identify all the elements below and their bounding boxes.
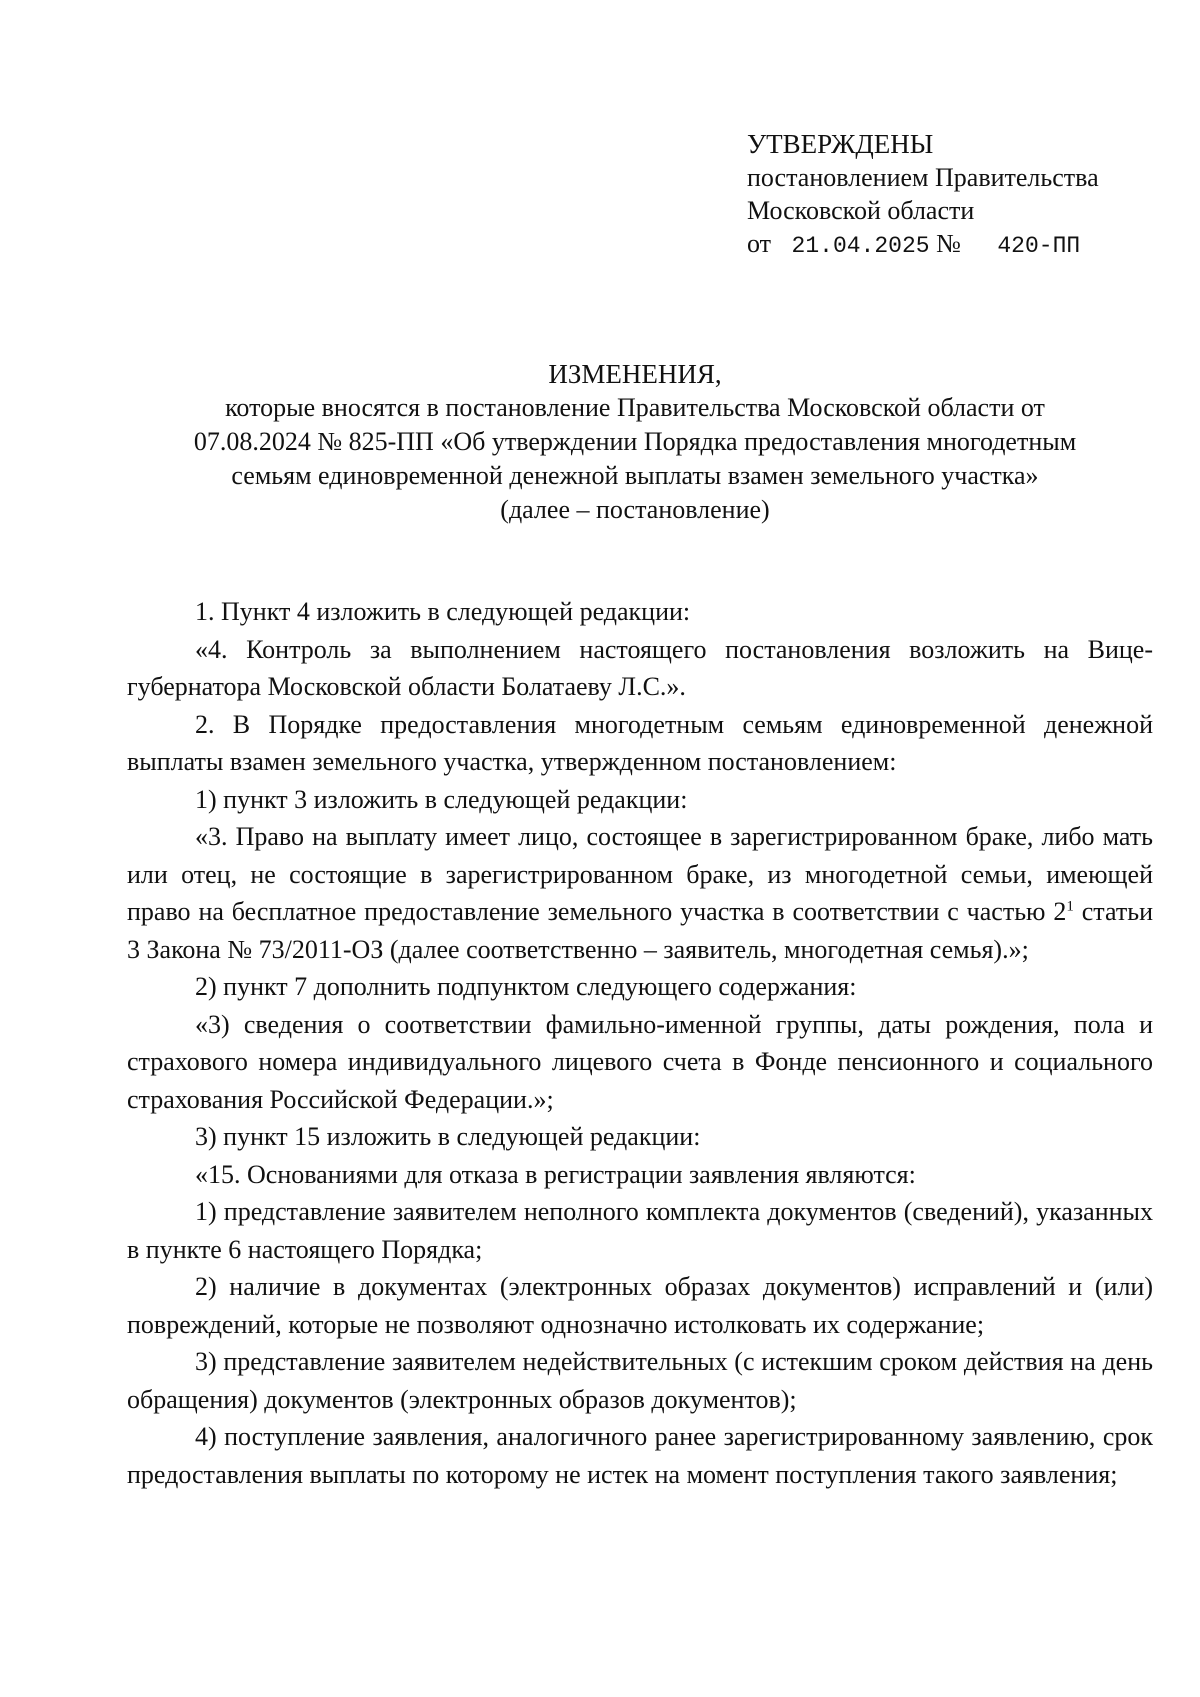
paragraph-5-part-1: «3. Право на выплату имеет лицо, состоящее в зарегистрированном браке, либо мать или отец, не состоящие в зарегистрированном браке, из многодетной семьи, имеющей право на бесплатное предоставление земельного участка в соответствии с частью 2: [127, 822, 1153, 926]
paragraph-7: «3) сведения о соответствии фамильно-именной группы, даты рождения, пола и страхового номера индивидуального лицевого счета в Фонде пенсионного и социального страхования Российской Федерации.»;: [127, 1009, 1153, 1114]
paragraph-4: 1) пункт 3 изложить в следующей редакции:: [195, 784, 688, 814]
paragraph-13: 4) поступление заявления, аналогичного ранее зарегистрированному заявлению, срок предоставления выплаты по которому не истек на момент поступления такого заявления;: [127, 1422, 1153, 1489]
document-title: [120, 357, 1150, 527]
title-line-3: семьям единовременной денежной выплаты взамен земельного участка»: [231, 461, 1039, 490]
superscript: 1: [1066, 898, 1074, 915]
paragraph-5: [127, 818, 1153, 968]
title-line-2: 07.08.2024 № 825-ПП «Об утверждении Порядка предоставления многодетным: [193, 427, 1077, 456]
approval-number: 420-ПП: [997, 233, 1081, 259]
approval-line-1: постановлением Правительства: [747, 163, 1099, 192]
paragraph-3: 2. В Порядке предоставления многодетным семьям единовременной денежной выплаты взамен земельного участка, утвержденном постановлением:: [127, 709, 1153, 776]
title-heading: ИЗМЕНЕНИЯ,: [548, 359, 722, 389]
paragraph-1: 1. Пункт 4 изложить в следующей редакции:: [195, 597, 691, 626]
number-sign: №: [936, 229, 961, 258]
date-prefix: от: [747, 229, 772, 258]
paragraph-10: 1) представление заявителем неполного комплекта документов (сведений), указанных в пункте 6 настоящего Порядка;: [127, 1197, 1153, 1264]
paragraph-5-part-2: статьи 3 Закона № 73/2011-ОЗ (далее соответственно – заявитель, многодетная семья).»;: [127, 897, 1153, 964]
approval-heading: УТВЕРЖДЕНЫ: [747, 129, 934, 159]
paragraph-8: 3) пункт 15 изложить в следующей редакции:: [195, 1122, 701, 1151]
paragraph-11: 2) наличие в документах (электронных образах документов) исправлений и (или) повреждений, которые не позволяют однозначно истолковать их содержание;: [127, 1272, 1153, 1339]
paragraph-9: «15. Основаниями для отказа в регистрации заявления являются:: [195, 1159, 916, 1189]
title-line-4: (далее – постановление): [500, 495, 770, 524]
approval-stamp: [747, 128, 1099, 263]
approval-date: 21.04.2025: [791, 233, 930, 259]
paragraph-12: 3) представление заявителем недействительных (с истекшим сроком действия на день обращения) документов (электронных образов документов);: [127, 1347, 1153, 1414]
paragraph-2: «4. Контроль за выполнением настоящего постановления возложить на Вице-губернатора Московской области Болатаеву Л.С.».: [127, 634, 1153, 701]
approval-line-2: Московской области: [747, 196, 975, 225]
title-line-1: которые вносятся в постановление Правительства Московской области от: [225, 393, 1045, 422]
approval-date-line: [747, 227, 1099, 263]
paragraph-6: 2) пункт 7 дополнить подпунктом следующего содержания:: [195, 972, 857, 1001]
document-body: [127, 593, 1153, 1493]
